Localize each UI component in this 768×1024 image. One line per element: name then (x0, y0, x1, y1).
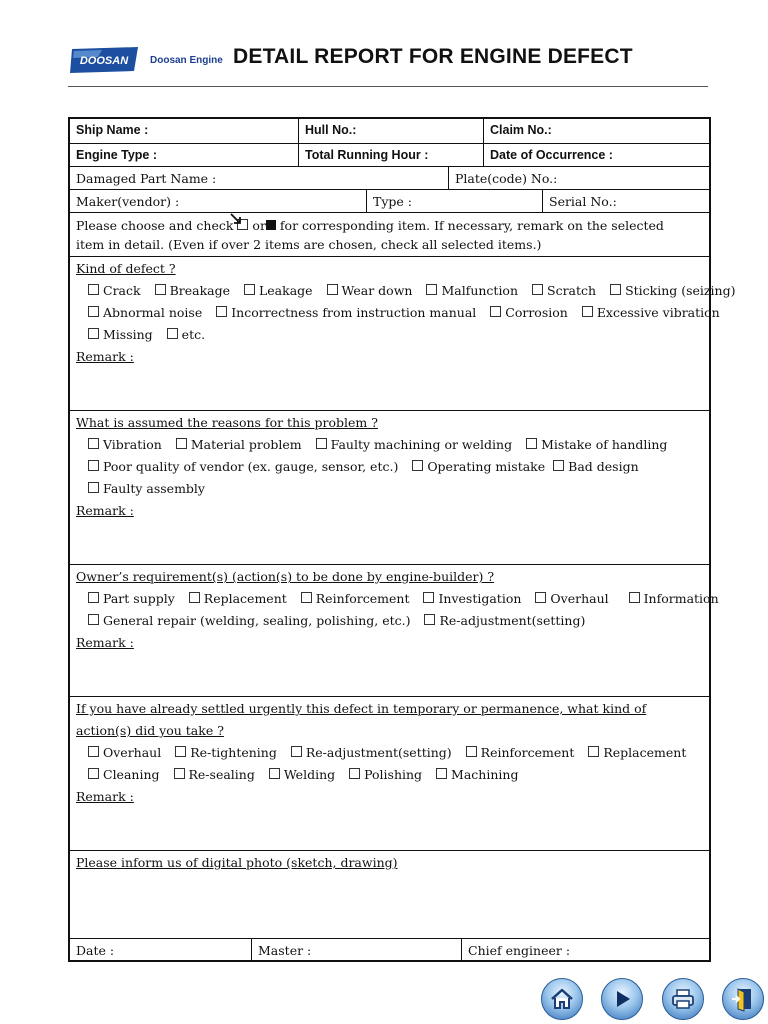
reasons-options-row-2 (76, 456, 703, 478)
checkbox-icon[interactable] (436, 768, 447, 779)
reasons-remark-label: Remark : (76, 503, 134, 518)
print-button[interactable] (662, 978, 704, 1020)
photo-section[interactable] (70, 850, 709, 938)
play-button[interactable] (601, 978, 643, 1020)
defect-options-row-3 (76, 324, 703, 346)
option-malfunction[interactable]: Malfunction (426, 283, 518, 298)
option-information[interactable]: Information (629, 591, 719, 606)
home-button[interactable] (541, 978, 583, 1020)
option-missing[interactable]: Missing (88, 327, 153, 342)
option-leakage[interactable]: Leakage (244, 283, 313, 298)
requirements-options-row-2 (76, 610, 703, 632)
plate-code-no-field[interactable]: Plate(code) No.: (448, 167, 709, 189)
checkbox-icon[interactable] (291, 746, 302, 757)
option-re-sealing[interactable]: Re-sealing (174, 767, 255, 782)
instruction-text-cont: for corresponding item. If necessary, remark on the selected (275, 218, 664, 233)
requirements-section (70, 564, 719, 696)
option-general-repair[interactable]: General repair (welding, sealing, polishing, etc.) (88, 613, 411, 628)
option-sticking[interactable]: Sticking (seizing) (610, 283, 735, 298)
checkbox-icon[interactable] (269, 768, 280, 779)
checkbox-icon[interactable] (88, 284, 99, 295)
actions-options-row-1 (76, 742, 703, 764)
option-replacement[interactable]: Replacement (189, 591, 287, 606)
option-reinforcement[interactable]: Reinforcement (301, 591, 410, 606)
checkbox-icon[interactable] (189, 592, 200, 603)
hull-no-field[interactable]: Hull No.: (298, 119, 483, 143)
instruction-line-2: item in detail. (Even if over 2 items are chosen, check all selected items.) (76, 237, 542, 252)
option-faulty-assembly[interactable]: Faulty assembly (88, 481, 205, 496)
claim-no-field[interactable]: Claim No.: (483, 119, 709, 143)
checkbox-icon[interactable] (535, 592, 546, 603)
option-breakage[interactable]: Breakage (155, 283, 230, 298)
actions-remark-label: Remark : (76, 789, 134, 804)
checkbox-icon[interactable] (88, 328, 99, 339)
doosan-logo (68, 45, 140, 75)
option-action-replacement[interactable]: Replacement (588, 745, 686, 760)
checkbox-icon[interactable] (327, 284, 338, 295)
option-wear-down[interactable]: Wear down (327, 283, 413, 298)
cursor-arrow-icon (229, 211, 243, 230)
option-etc[interactable]: etc. (167, 327, 205, 342)
requirements-heading: Owner’s requirement(s) (action(s) to be done by engine-builder) ? (76, 569, 495, 584)
checkbox-icon[interactable] (532, 284, 543, 295)
defect-options-row-2 (76, 302, 720, 324)
play-icon (610, 987, 634, 1011)
option-action-overhaul[interactable]: Overhaul (88, 745, 161, 760)
brand-name: Doosan Engine (150, 55, 223, 66)
requirements-remark-label: Remark : (76, 635, 134, 650)
reasons-options-row-1 (76, 434, 703, 456)
checkbox-icon[interactable] (349, 768, 360, 779)
option-overhaul[interactable]: Overhaul (535, 591, 608, 606)
reasons-options-row-3 (76, 478, 703, 500)
filled-checkbox-icon (266, 220, 276, 230)
option-abnormal-noise[interactable]: Abnormal noise (88, 305, 202, 320)
option-bad-design[interactable]: Bad design (553, 459, 638, 474)
instruction-text: Please choose and check (76, 218, 238, 233)
defect-options-row-1 (76, 280, 736, 302)
date-of-occurrence-field[interactable]: Date of Occurrence : (483, 144, 709, 166)
defect-report-form (68, 117, 736, 962)
option-re-tightening[interactable]: Re-tightening (175, 745, 277, 760)
checkbox-icon[interactable] (316, 438, 327, 449)
info-row-1 (70, 119, 709, 143)
checkbox-icon[interactable] (553, 460, 564, 471)
defect-heading: Kind of defect ? (76, 261, 176, 276)
header-divider (68, 86, 708, 87)
info-row-3 (70, 166, 709, 189)
checkbox-icon[interactable] (88, 614, 99, 625)
exit-icon (730, 986, 756, 1012)
damaged-part-name-field[interactable]: Damaged Part Name : (76, 171, 217, 186)
date-field[interactable]: Date : (76, 943, 115, 958)
checkbox-icon[interactable] (174, 768, 185, 779)
actions-heading-2: action(s) did you take ? (76, 723, 224, 738)
checkbox-icon[interactable] (244, 284, 255, 295)
checkbox-icon[interactable] (301, 592, 312, 603)
checkbox-icon[interactable] (629, 592, 640, 603)
option-material-problem[interactable]: Material problem (176, 437, 302, 452)
total-running-hour-field[interactable]: Total Running Hour : (298, 144, 483, 166)
checkbox-icon[interactable] (588, 746, 599, 757)
checkbox-icon[interactable] (423, 592, 434, 603)
actions-section (70, 696, 709, 850)
home-icon (549, 987, 575, 1011)
type-field[interactable]: Type : (366, 190, 542, 212)
maker-vendor-field[interactable]: Maker(vendor) : (76, 194, 180, 209)
option-machining[interactable]: Machining (436, 767, 518, 782)
info-row-2 (70, 143, 709, 166)
option-polishing[interactable]: Polishing (349, 767, 422, 782)
option-corrosion[interactable]: Corrosion (490, 305, 568, 320)
defect-remark-label: Remark : (76, 349, 134, 364)
photo-heading: Please inform us of digital photo (sketch, drawing) (76, 855, 398, 870)
checkbox-icon[interactable] (526, 438, 537, 449)
option-crack[interactable]: Crack (88, 283, 141, 298)
option-part-supply[interactable]: Part supply (88, 591, 175, 606)
option-mistake-of-handling[interactable]: Mistake of handling (526, 437, 667, 452)
actions-options-row-2 (76, 764, 703, 786)
checkbox-icon[interactable] (412, 460, 423, 471)
checkbox-icon[interactable] (582, 306, 593, 317)
checkbox-icon[interactable] (88, 746, 99, 757)
checkbox-icon[interactable] (216, 306, 227, 317)
svg-text:DOOSAN: DOOSAN (79, 55, 129, 67)
checkbox-icon[interactable] (155, 284, 166, 295)
serial-no-field[interactable]: Serial No.: (542, 190, 709, 212)
actions-heading-1: If you have already settled urgently this defect in temporary or permanence, what kind of (76, 701, 647, 716)
option-action-re-adjustment[interactable]: Re-adjustment(setting) (291, 745, 452, 760)
engine-type-field[interactable]: Engine Type : (76, 148, 158, 162)
checkbox-icon[interactable] (610, 284, 621, 295)
checkbox-icon[interactable] (88, 438, 99, 449)
option-operating-mistake[interactable]: Operating mistake (412, 459, 545, 474)
checkbox-icon[interactable] (88, 306, 99, 317)
option-scratch[interactable]: Scratch (532, 283, 596, 298)
option-welding[interactable]: Welding (269, 767, 335, 782)
option-investigation[interactable]: Investigation (423, 591, 521, 606)
exit-button[interactable] (722, 978, 764, 1020)
checkbox-icon[interactable] (466, 746, 477, 757)
checkbox-icon[interactable] (88, 460, 99, 471)
checkbox-icon[interactable] (426, 284, 437, 295)
chief-engineer-field[interactable]: Chief engineer : (461, 939, 709, 962)
checkbox-icon[interactable] (490, 306, 501, 317)
option-cleaning[interactable]: Cleaning (88, 767, 160, 782)
instruction-or: or (252, 218, 266, 233)
option-re-adjustment[interactable]: Re-adjustment(setting) (424, 613, 585, 628)
option-faulty-machining[interactable]: Faulty machining or welding (316, 437, 512, 452)
info-row-4 (70, 189, 709, 212)
checkbox-icon[interactable] (167, 328, 178, 339)
requirements-options-row-1 (76, 588, 719, 610)
page-title: DETAIL REPORT FOR ENGINE DEFECT (233, 45, 633, 68)
option-poor-quality-vendor[interactable]: Poor quality of vendor (ex. gauge, sensor, etc.) (88, 459, 398, 474)
checkbox-icon[interactable] (88, 768, 99, 779)
checkbox-icon[interactable] (175, 746, 186, 757)
ship-name-field[interactable]: Ship Name : (76, 123, 149, 137)
option-vibration[interactable]: Vibration (88, 437, 162, 452)
option-action-reinforcement[interactable]: Reinforcement (466, 745, 575, 760)
checkbox-icon[interactable] (88, 592, 99, 603)
instruction-section (70, 212, 709, 256)
reasons-section (70, 410, 709, 564)
checkbox-icon[interactable] (176, 438, 187, 449)
signature-row (70, 938, 709, 962)
checkbox-icon[interactable] (88, 482, 99, 493)
master-field[interactable]: Master : (251, 939, 461, 962)
option-excessive-vibration[interactable]: Excessive vibration (582, 305, 720, 320)
option-incorrectness[interactable]: Incorrectness from instruction manual (216, 305, 476, 320)
reasons-heading: What is assumed the reasons for this problem ? (76, 415, 378, 430)
print-icon (670, 987, 696, 1011)
checkbox-icon[interactable] (424, 614, 435, 625)
defect-section (70, 256, 736, 410)
